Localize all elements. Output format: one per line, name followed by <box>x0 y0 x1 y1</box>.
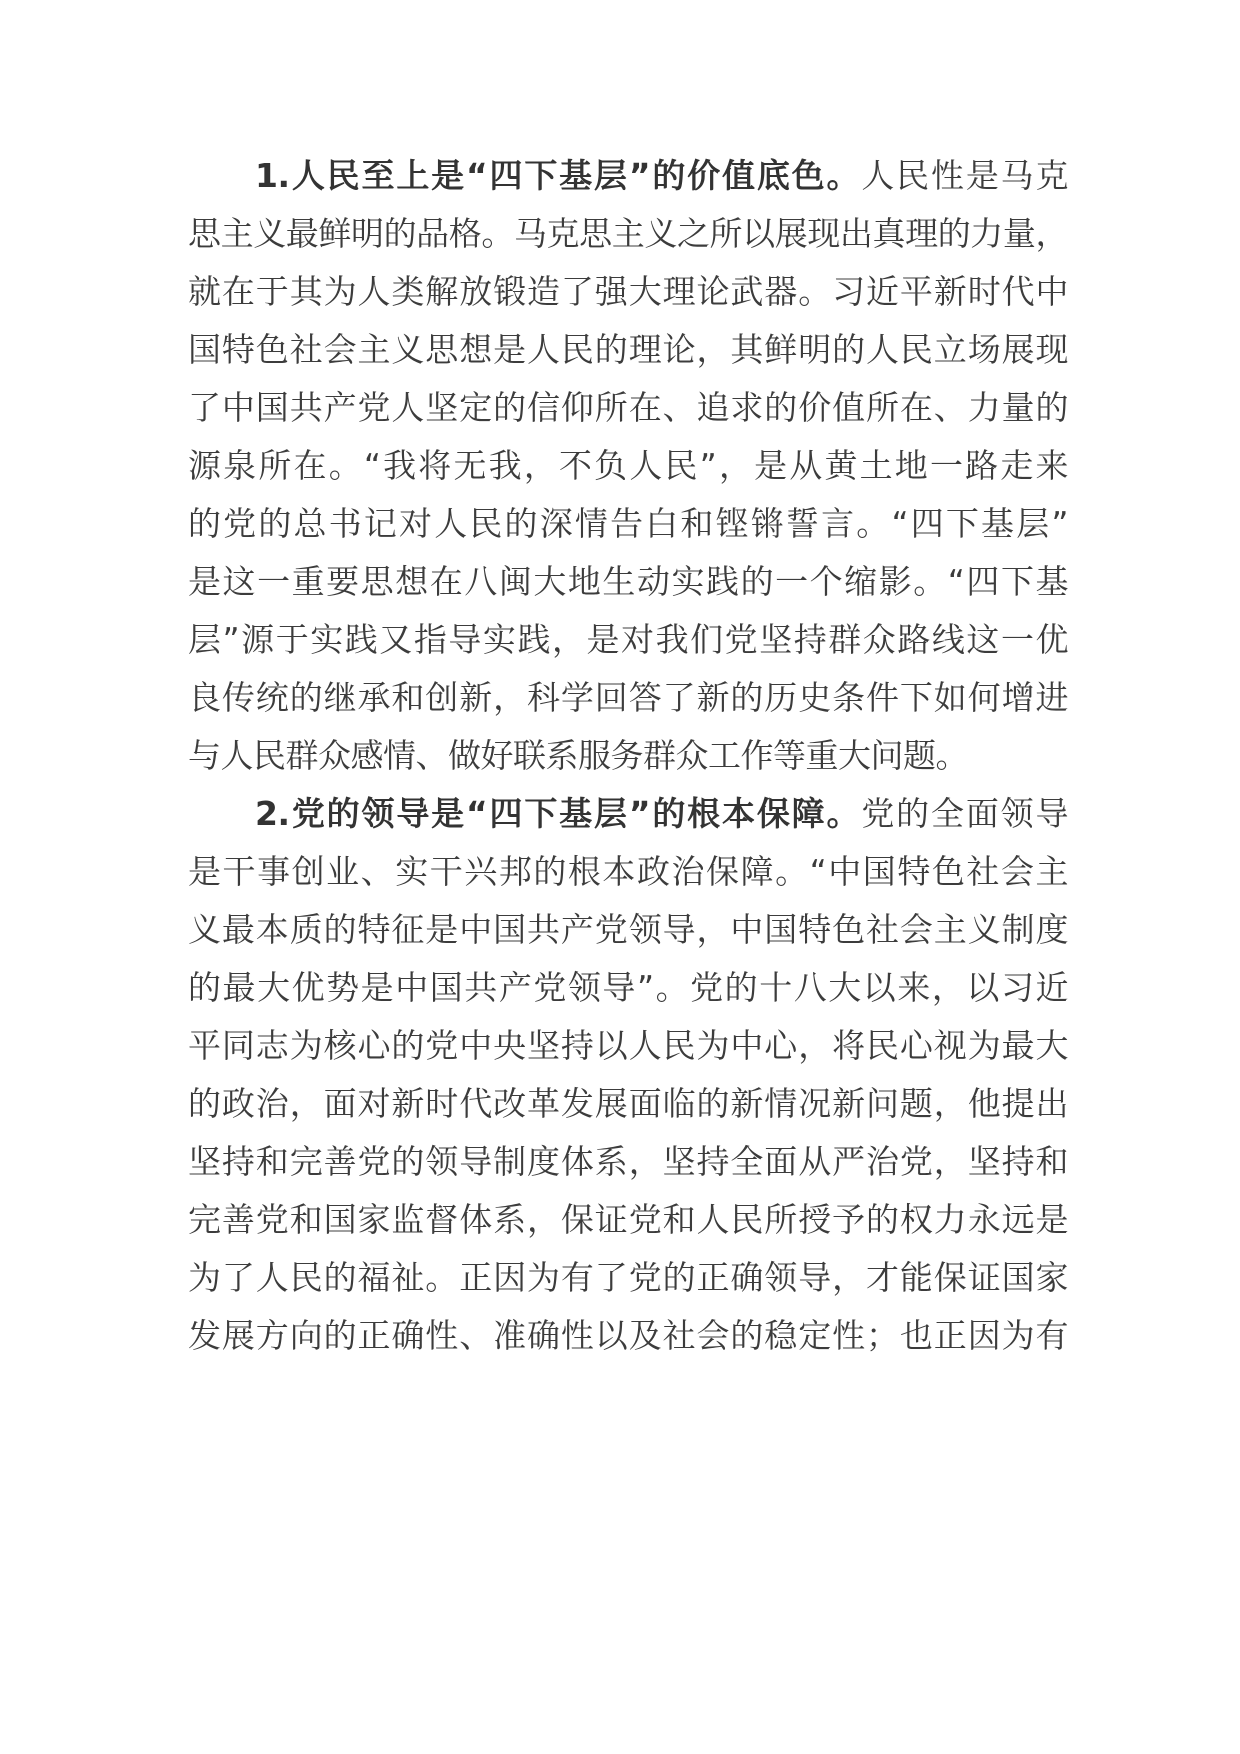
paragraph-2-line-9: 为了人民的福祉。正因为有了党的正确领导，才能保证国家 <box>188 1258 1068 1297</box>
paragraph-1-line-5: 了中国共产党人坚定的信仰所在、追求的价值所在、力量的 <box>188 388 1068 427</box>
paragraph-1-line-2: 思主义最鲜明的品格。马克思主义之所以展现出真理的力量， <box>188 214 1068 253</box>
paragraph-1-line-3: 就在于其为人类解放锻造了强大理论武器。习近平新时代中 <box>188 272 1068 311</box>
paragraph-1-line-7: 的党的总书记对人民的深情告白和铿锵誓言。“四下基层” <box>188 504 1068 543</box>
paragraph-2-line-1 <box>255 781 1068 847</box>
paragraph-1-line-4: 国特色社会主义思想是人民的理论，其鲜明的人民立场展现 <box>188 330 1068 369</box>
paragraph-2-heading: 2.党的领导是“四下基层”的根本保障。 <box>255 794 862 833</box>
paragraph-1-line-10: 良传统的继承和创新，科学回答了新的历史条件下如何增进 <box>188 678 1068 717</box>
paragraph-2-line-2: 是干事创业、实干兴邦的根本政治保障。“中国特色社会主 <box>188 852 1068 891</box>
paragraph-2-line-10: 发展方向的正确性、准确性以及社会的稳定性；也正因为有 <box>188 1316 1068 1355</box>
paragraph-2-line-6: 的政治，面对新时代改革发展面临的新情况新问题，他提出 <box>188 1084 1068 1123</box>
paragraph-2-text: 党的全面领导 <box>861 794 1069 833</box>
paragraph-2-line-8: 完善党和国家监督体系，保证党和人民所授予的权力永远是 <box>188 1200 1068 1239</box>
paragraph-1-line-8: 是这一重要思想在八闽大地生动实践的一个缩影。“四下基 <box>188 562 1068 601</box>
paragraph-1-line-6: 源泉所在。“我将无我，不负人民”，是从黄土地一路走来 <box>188 446 1068 485</box>
paragraph-2-line-7: 坚持和完善党的领导制度体系，坚持全面从严治党，坚持和 <box>188 1142 1068 1181</box>
paragraph-1-text: 人民性是马克 <box>861 156 1069 195</box>
paragraph-2-line-5: 平同志为核心的党中央坚持以人民为中心，将民心视为最大 <box>188 1026 1068 1065</box>
paragraph-1-heading: 1.人民至上是“四下基层”的价值底色。 <box>255 156 862 195</box>
paragraph-2-line-3: 义最本质的特征是中国共产党领导，中国特色社会主义制度 <box>188 910 1068 949</box>
paragraph-1-line-11: 与人民群众感情、做好联系服务群众工作等重大问题。 <box>188 736 968 775</box>
paragraph-2-line-4: 的最大优势是中国共产党领导”。党的十八大以来，以习近 <box>188 968 1068 1007</box>
paragraph-1-line-9: 层”源于实践又指导实践，是对我们党坚持群众路线这一优 <box>188 620 1068 659</box>
paragraph-1-line-1 <box>255 143 1068 209</box>
